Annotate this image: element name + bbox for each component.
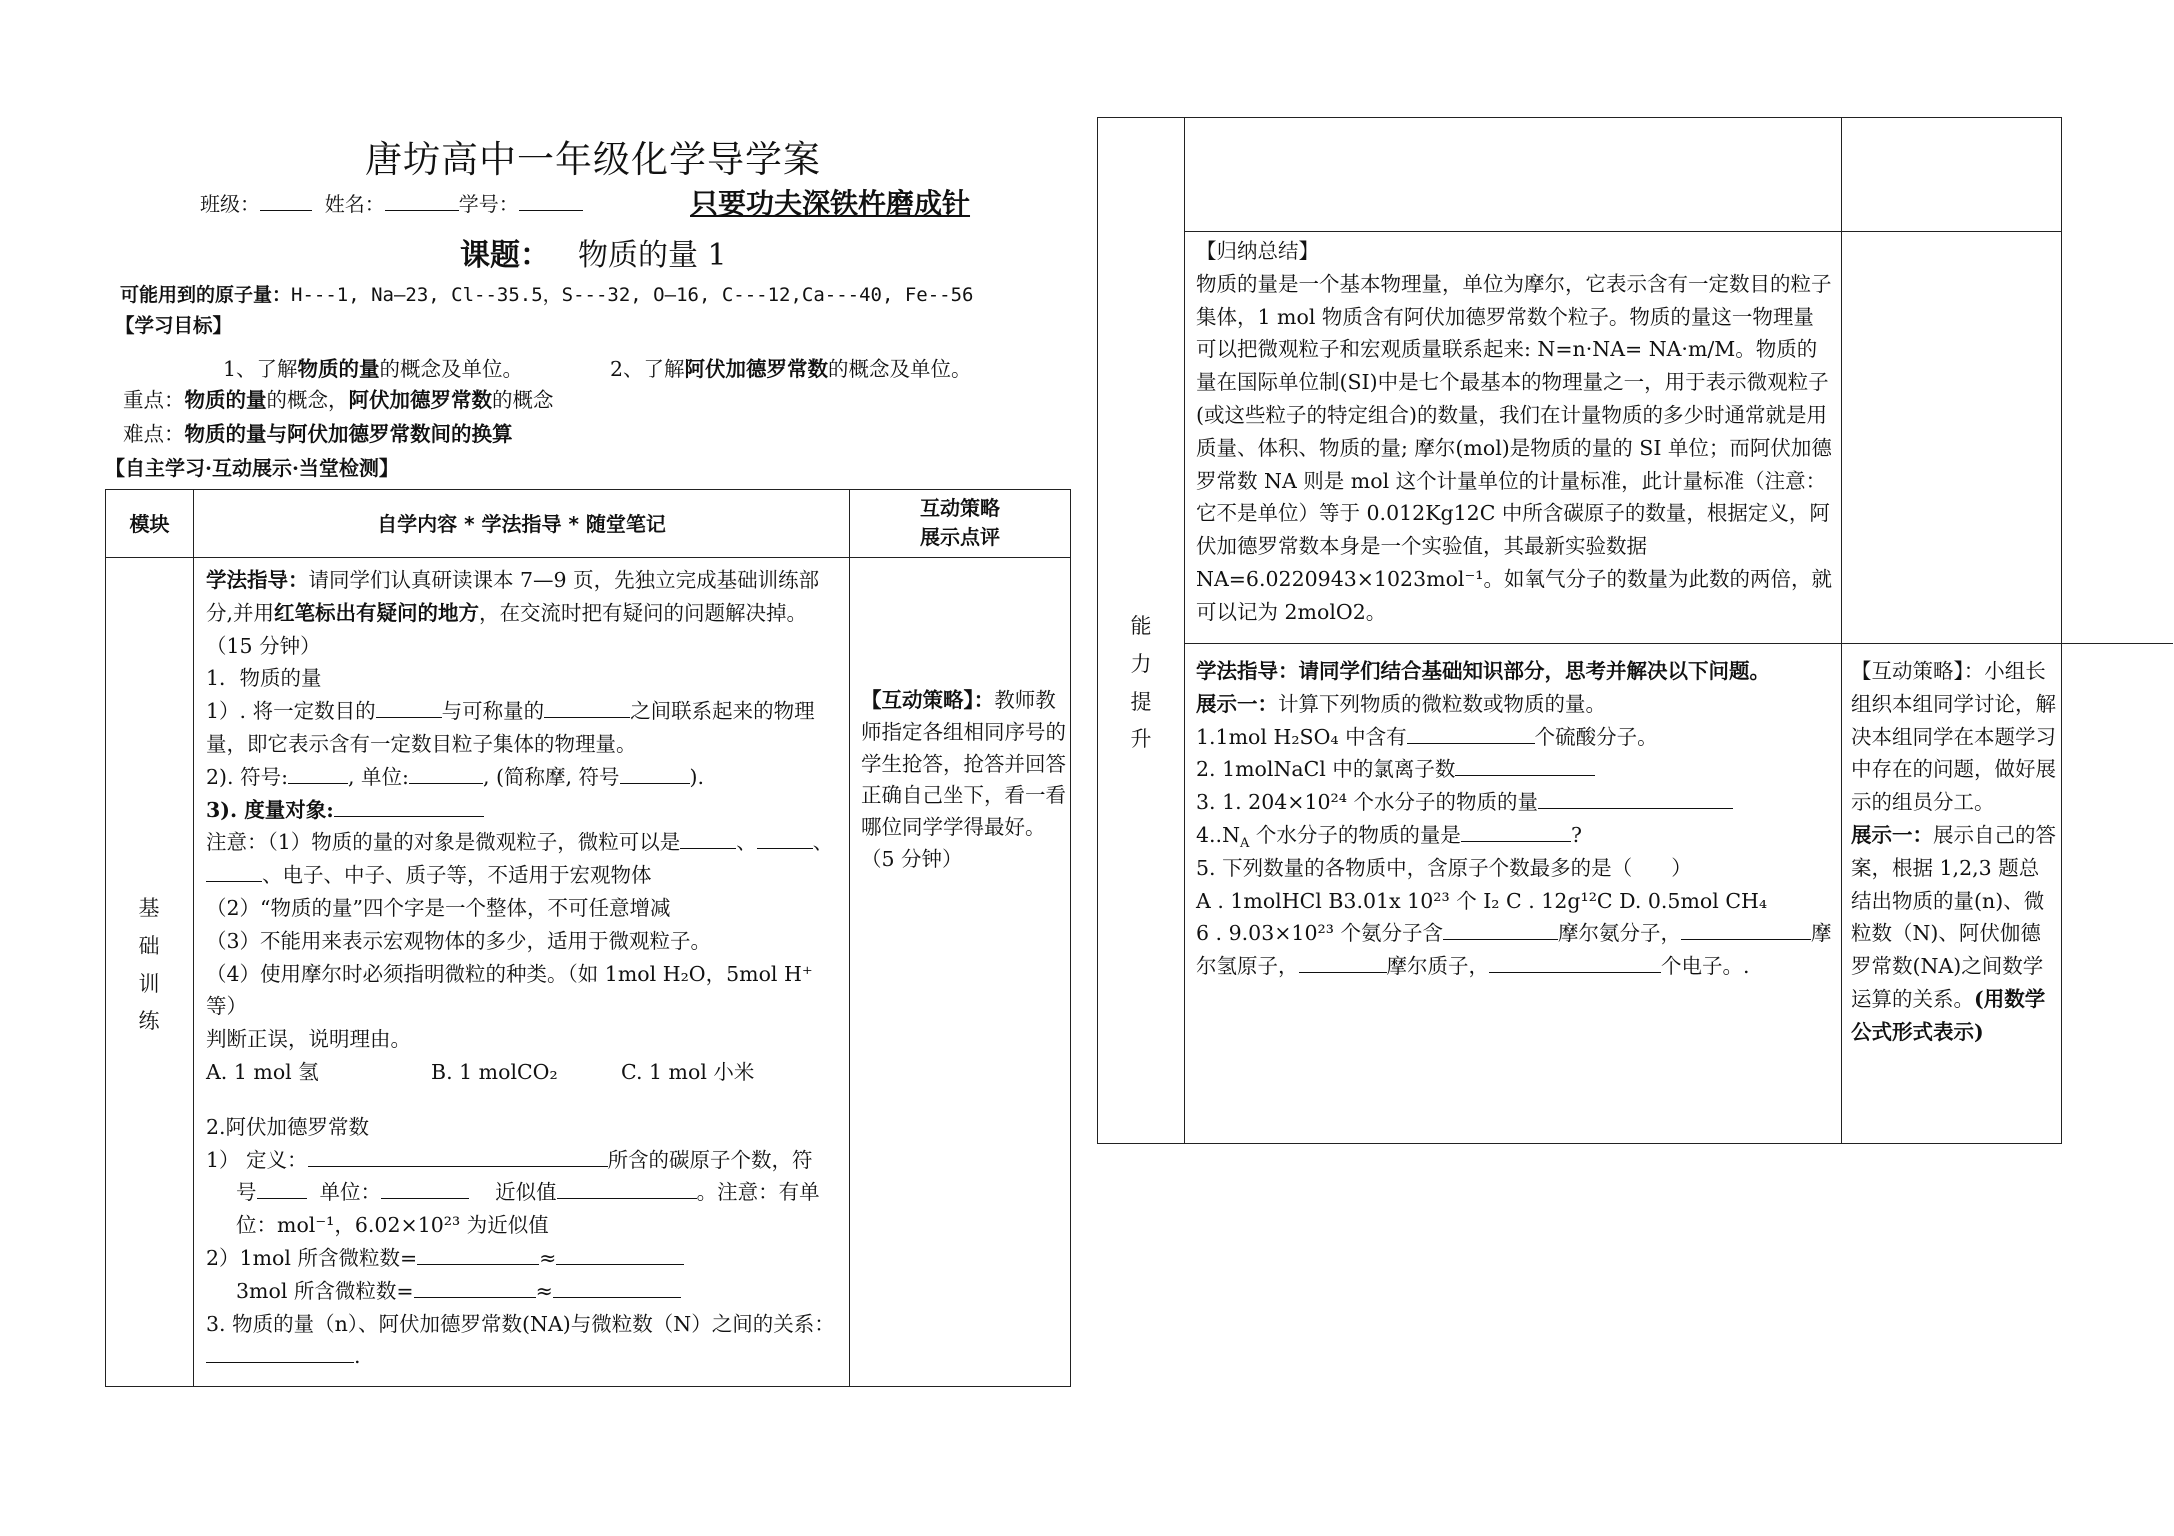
text: 之间联系起来的物理量，即它表示含有一定数目粒子集体的物理量。 xyxy=(206,699,815,756)
text: ） xyxy=(1671,855,1692,880)
question-2-3 xyxy=(206,1275,841,1308)
practice-q2 xyxy=(1196,753,1834,786)
text: 尔氢原子， xyxy=(1196,954,1299,979)
goal-2-pre: 2、了解 xyxy=(610,357,685,381)
module-char: 力 xyxy=(1130,651,1152,676)
answer-blank[interactable] xyxy=(376,697,442,718)
ability-strategy-label: 【互动策略】： xyxy=(1851,659,1985,683)
method-guide-bold: 红笔标出有疑问的地方 xyxy=(274,600,480,625)
text: 单位： xyxy=(319,1180,382,1205)
answer-blank[interactable] xyxy=(1681,919,1811,940)
text: 6 . 9.03×10²³ 个氨分子含 xyxy=(1196,921,1443,946)
note-3: （3）不能用来表示宏观物体的多少，适用于微观粒子。 xyxy=(206,928,712,953)
module-char: 能 xyxy=(1130,614,1152,638)
column-header-strategy-line1: 互动策略 xyxy=(920,496,1000,520)
text: 近似值 xyxy=(495,1180,557,1205)
goal-1-bold: 物质的量 xyxy=(297,357,380,381)
table-divider xyxy=(193,490,194,1386)
content-cell xyxy=(206,564,841,1373)
judge-option-c: C. 1 mol 小米 xyxy=(621,1059,755,1084)
question-1-title: 1．物质的量 xyxy=(206,666,322,691)
text: 个水分子的物质的量是 xyxy=(1249,822,1461,847)
practice-q5-options: A . 1molHCl B3.01x 10²³ 个 I₂ C . 12g¹²C D. 0.5mol CH₄ xyxy=(1196,888,1768,913)
key-point-bold-1: 物质的量 xyxy=(184,388,267,412)
ability-table xyxy=(1097,117,2062,1144)
module-char: 升 xyxy=(1130,727,1152,752)
text: 5. 下列数量的各物质中，含原子个数最多的是（ xyxy=(1196,855,1633,880)
module-name-ability xyxy=(1126,608,1156,759)
column-header-module: 模块 xyxy=(129,512,170,536)
judge-options xyxy=(206,1056,841,1089)
practice-cell xyxy=(1196,655,1834,983)
summary-heading: 【归纳总结】 xyxy=(1196,239,1319,263)
section-heading: 【自主学习·互动展示·当堂检测】 xyxy=(105,456,399,480)
lesson-label: 课题： xyxy=(460,238,550,273)
text: 摩尔氨分子， xyxy=(1557,921,1681,946)
text: 注意：（1）物质的量的对象是微观粒子，微粒可以是 xyxy=(206,830,681,855)
method-guide-text: 请同学们认真研读课本 7—9 页，先独立完成基础训练部分,并用 xyxy=(206,568,820,625)
practice-method-label: 学法指导：请同学们结合基础知识部分，思考并解决以下问题。 xyxy=(1196,659,1770,683)
text: 2）1mol 所含微粒数= xyxy=(206,1245,418,1270)
ability-strategy-cell xyxy=(1851,655,2056,1049)
atomic-masses-values: H---1, Na—23, Cl--35.5，S---32, O—16, C---12,Ca---40, Fe--56 xyxy=(291,284,974,306)
text: ≈ xyxy=(535,1278,553,1303)
question-2-1-note: 位：mol⁻¹，6.02×10²³ 为近似值 xyxy=(236,1213,549,1238)
atomic-masses-label: 可能用到的原子量： xyxy=(120,284,292,306)
class-label: 班级： xyxy=(200,192,260,216)
text: 1.1mol H₂SO₄ 中含有 xyxy=(1196,724,1407,749)
name-label: 姓名： xyxy=(324,192,385,216)
student-info-line xyxy=(200,188,583,220)
goals-heading: 【学习目标】 xyxy=(115,314,233,337)
text: 所含的碳原子个数，符 xyxy=(607,1147,813,1172)
difficult-point-text: 物质的量与阿伏加德罗常数间的换算 xyxy=(184,422,513,446)
module-char: 训 xyxy=(138,971,160,996)
text: 3. 1. 204×10²⁴ 个水分子的物质的量 xyxy=(1196,790,1538,815)
document-title: 唐坊高中一年级化学导学案 xyxy=(365,138,821,181)
practice-q6 xyxy=(1196,917,1834,950)
text: ? xyxy=(1570,822,1582,847)
module-name-basic xyxy=(134,890,164,1041)
goal-2 xyxy=(610,353,972,386)
text: 、 xyxy=(736,830,757,855)
summary-text: 物质的量是一个基本物理量，单位为摩尔，它表示含有一定数目的粒子集体，1 mol 物质含有阿伏加德罗常数个粒子。物质的量这一物理量可以把微观粒子和宏观质量联系起来: N=n·NA= NA·m/M。物质的量在国际单位制(SI)中是七个最基本的物理量之一，用于表示微观粒子(或这些粒子的特定组合)的数量，我们在计量物质的多少时通常就是用质量、体积、物质的量; 摩尔(mol)是物质的量的 SI 单位；而阿伏加德罗常数 NA 则是 mol 这个计量单位的计量标准，此计量标准（注意：它不是单位）等于 0.012Kg12C 中所含碳原子的数量，根据定义，阿伏加德罗常数本身是一个实验值，其最新实验数据 NA=6.0220943×1023mol⁻¹。如氧气分子的数量为此数的两倍，就可以记为 2molO2。 xyxy=(1196,271,1832,624)
table-divider xyxy=(1841,118,1842,1143)
goal-1-pre: 1、了解 xyxy=(223,357,298,381)
question-1-1 xyxy=(206,695,841,761)
module-char: 提 xyxy=(1130,689,1152,714)
practice-q3 xyxy=(1196,786,1834,819)
key-point-mid: 的概念， xyxy=(266,388,349,412)
strategy-label: 【互动策略】： xyxy=(861,688,995,712)
text: 2). 符号: xyxy=(206,764,288,789)
text: 号 xyxy=(236,1180,257,1205)
answer-blank[interactable] xyxy=(417,1244,539,1265)
table-divider xyxy=(1184,118,1185,1143)
method-guide-text-2: ，在交流时把有疑问的问题解决掉。（15 分钟） xyxy=(206,600,808,658)
text: 。注意：有单 xyxy=(696,1180,820,1205)
spacer xyxy=(206,1089,841,1111)
ability-show-text: 展示自己的答案，根据 1,2,3 题总结出物质的量(n)、微粒数（N)、阿伏伽德罗常数(NA)之间数学运算的关系。 xyxy=(1851,822,2056,1011)
key-point-label: 重点： xyxy=(123,388,185,412)
atomic-masses xyxy=(120,280,973,310)
table-divider xyxy=(106,557,1070,558)
text: 摩 xyxy=(1810,921,1832,946)
judge-option-a: A. 1 mol 氢 xyxy=(206,1059,319,1084)
number-blank[interactable] xyxy=(519,192,583,211)
method-guide xyxy=(206,564,841,662)
answer-blank[interactable] xyxy=(206,1342,354,1363)
show-1-label: 展示一： xyxy=(1196,691,1278,716)
practice-q6-cont xyxy=(1196,950,1834,983)
answer-blank[interactable] xyxy=(1455,755,1595,776)
lesson-title xyxy=(460,232,727,280)
practice-q1 xyxy=(1196,721,1834,754)
column-header-strategy-line2: 展示点评 xyxy=(920,525,1000,549)
column-header-content: 自学内容 * 学法指导 * 随堂笔记 xyxy=(377,512,666,536)
text: ). xyxy=(689,764,705,789)
table-divider xyxy=(1184,643,2173,644)
key-point xyxy=(123,384,554,417)
text: A xyxy=(1240,836,1250,852)
answer-blank[interactable] xyxy=(620,763,690,784)
answer-blank[interactable] xyxy=(680,828,736,849)
goal-2-bold: 阿伏加德罗常数 xyxy=(684,357,829,381)
table-divider xyxy=(1184,231,2061,232)
motto: 只要功夫深铁杵磨成针 xyxy=(690,187,971,220)
question-1-2 xyxy=(206,761,841,794)
text: 2. 1molNaCl 中的氯离子数 xyxy=(1196,757,1456,782)
question-2-1-cont xyxy=(206,1176,841,1209)
answer-blank[interactable] xyxy=(1461,821,1571,842)
strategy-cell xyxy=(861,685,1066,876)
answer-blank[interactable] xyxy=(544,697,630,718)
answer-blank[interactable] xyxy=(1299,952,1387,973)
text: , 单位: xyxy=(347,764,409,789)
ability-strategy-text: 小组长组织本组同学讨论，解决本组同学在本题学习中存在的问题，做好展示的组员分工。 xyxy=(1851,659,2056,815)
module-char: 础 xyxy=(138,933,160,958)
question-2-1 xyxy=(206,1144,841,1177)
question-2-2 xyxy=(206,1242,841,1275)
question-3 xyxy=(206,1308,841,1374)
answer-blank[interactable] xyxy=(409,763,483,784)
key-point-bold-2: 阿伏加德罗常数 xyxy=(348,388,492,412)
module-char: 练 xyxy=(138,1009,160,1034)
text: . xyxy=(354,1344,361,1369)
text: ≈ xyxy=(539,1245,557,1270)
module-char: 基 xyxy=(138,896,160,920)
text: 个硫酸分子。 xyxy=(1534,724,1658,749)
answer-blank[interactable] xyxy=(334,796,484,817)
text: 3). 度量对象: xyxy=(206,797,334,822)
ability-show-bold: (用数学公式形式表示) xyxy=(1851,986,2046,1044)
answer-blank[interactable] xyxy=(553,1277,681,1298)
answer-blank[interactable] xyxy=(206,861,262,882)
answer-blank[interactable] xyxy=(757,828,813,849)
text: 3. 物质的量（n）、阿伏加德罗常数(NA)与微粒数（N）之间的关系： xyxy=(206,1311,835,1336)
practice-q4 xyxy=(1196,819,1834,852)
method-guide-label: 学法指导： xyxy=(206,568,309,592)
answer-blank[interactable] xyxy=(1538,788,1733,809)
text: 1） 定义： xyxy=(206,1147,308,1172)
practice-q5 xyxy=(1196,852,1834,885)
answer-blank[interactable] xyxy=(1489,952,1661,973)
show-1-text: 计算下列物质的微粒数或物质的量。 xyxy=(1278,691,1606,716)
answer-blank[interactable] xyxy=(288,763,348,784)
goal-2-post: 的概念及单位。 xyxy=(828,357,972,381)
answer-blank[interactable] xyxy=(1407,723,1535,744)
text: 、 xyxy=(812,830,834,855)
column-header-strategy xyxy=(850,494,1070,552)
text: , (简称摩, 符号 xyxy=(482,764,620,789)
answer-blank[interactable] xyxy=(556,1244,684,1265)
lesson-value: 物质的量 1 xyxy=(578,238,727,273)
text: 与可称量的 xyxy=(441,699,545,724)
question-1-3 xyxy=(206,794,841,827)
answer-blank[interactable] xyxy=(257,1178,307,1199)
judge-option-b: B. 1 molCO₂ xyxy=(431,1059,558,1084)
summary-cell xyxy=(1196,235,1834,629)
answer-blank[interactable] xyxy=(308,1146,608,1167)
goal-1 xyxy=(223,353,523,386)
class-blank[interactable] xyxy=(260,192,312,211)
key-point-post: 的概念 xyxy=(492,388,554,412)
strategy-text: 教师教师指定各组相同序号的学生抢答，抢答并回答正确自己坐下，看一看哪位同学学得最好。（5 分钟） xyxy=(861,688,1066,871)
study-table xyxy=(105,489,1071,1387)
ability-show-label: 展示一： xyxy=(1851,822,1933,847)
question-2-title: 2.阿伏加德罗常数 xyxy=(206,1114,370,1139)
note-1 xyxy=(206,826,841,892)
table-divider xyxy=(849,490,850,1386)
text: 个电子。. xyxy=(1661,954,1750,979)
goal-1-post: 的概念及单位。 xyxy=(379,357,524,381)
text: 3mol 所含微粒数= xyxy=(236,1278,414,1303)
difficult-point-label: 难点： xyxy=(123,422,185,446)
note-2: （2）“物质的量”四个字是一个整体，不可任意增减 xyxy=(206,895,671,920)
text: 4..N xyxy=(1196,822,1241,847)
show-1 xyxy=(1196,688,1834,721)
name-blank[interactable] xyxy=(385,192,459,211)
answer-blank[interactable] xyxy=(381,1178,469,1199)
answer-blank[interactable] xyxy=(1443,919,1558,940)
answer-blank[interactable] xyxy=(414,1277,536,1298)
number-label: 学号： xyxy=(458,192,519,216)
text: 摩尔质子， xyxy=(1386,954,1489,979)
note-4: （4）使用摩尔时必须指明微粒的种类。（如 1mol H₂O，5mol H⁺等） xyxy=(206,961,813,1019)
text: 1）. 将一定数目的 xyxy=(206,699,376,724)
text: 、电子、中子、质子等，不适用于宏观物体 xyxy=(262,863,652,888)
answer-blank[interactable] xyxy=(557,1178,697,1199)
difficult-point xyxy=(123,418,513,451)
judge-prompt: 判断正误，说明理由。 xyxy=(206,1027,411,1052)
